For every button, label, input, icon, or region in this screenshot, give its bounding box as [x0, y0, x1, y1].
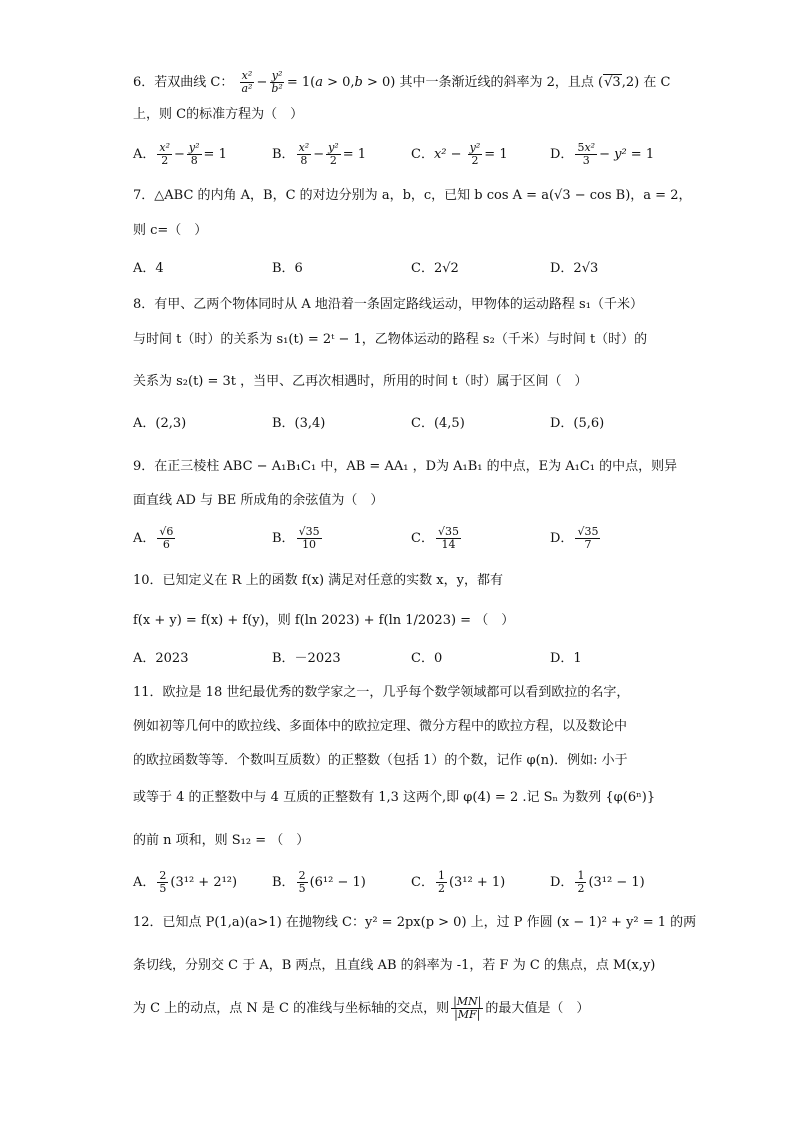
q6-line-1 [133, 70, 670, 95]
q10-option-d[interactable]: D．1 [550, 651, 582, 666]
q8-option-b[interactable]: B．(3,4) [272, 416, 326, 431]
q10-option-b[interactable]: B．－2023 [272, 651, 341, 666]
option-label: C． [411, 531, 434, 546]
q7-option-c[interactable]: C．2√2 [411, 261, 459, 276]
q8-line-1: 8．有甲、乙两个物体同时从 A 地沿着一条固定路线运动，甲物体的运动路程 s₁（千米） [133, 297, 643, 312]
q9-line-2: 面直线 AD 与 BE 所成角的余弦值为（ ） [133, 493, 384, 508]
q6-option-c[interactable]: C．x² − $\frac{\text{y²}}{2}$ = 1 [411, 141, 508, 167]
denominator: |MF| [454, 1008, 481, 1021]
numerator: √35 [577, 525, 599, 538]
q11-line-4: 或等于 4 的正整数中与 4 互质的正整数有 1,3 这两个,即 φ(4) = 2 .记 Sₙ 为数列 {φ(6ⁿ)} [133, 790, 656, 805]
denominator: 6 [162, 538, 170, 551]
q10-option-a[interactable]: A．2023 [133, 651, 189, 666]
q10-line-1: 10．已知定义在 R 上的函数 f(x) 满足对任意的实数 x，y，都有 [133, 573, 503, 588]
option-expression: (3¹² + 1) [448, 875, 506, 890]
option-label: A． [133, 875, 156, 890]
q11-line-5: 的前 n 项和，则 S₁₂ = （ ） [133, 833, 310, 848]
denominator: 5 [159, 882, 167, 895]
q11-line-3: 的欧拉函数等等．个数叫互质数）的正整数（包括 1）的个数，记作 φ(n)．例如: 小于 [133, 753, 628, 768]
q10-line-2: f(x + y) = f(x) + f(y)，则 f(ln 2023) + f(ln 1/2023) = （ ） [133, 613, 515, 628]
q11-option-c[interactable] [411, 870, 505, 895]
q11-option-b[interactable] [272, 870, 366, 895]
numerator: √35 [437, 525, 459, 538]
q8-line-2: 与时间 t（时）的关系为 s₁(t) = 2ᵗ − 1，乙物体运动的路程 s₂（千米）与时间 t（时）的 [133, 332, 648, 347]
numerator: |MN| [453, 995, 482, 1008]
q11-line-2: 例如初等几何中的欧拉线、多面体中的欧拉定理、微分方程中的欧拉方程，以及数论中 [133, 719, 628, 734]
denominator: 2 [437, 882, 445, 895]
denominator: 14 [441, 538, 456, 551]
numerator: 1 [577, 869, 585, 882]
option-label: B． [272, 875, 295, 890]
q9-option-d[interactable] [550, 526, 602, 551]
q12-line-2: 条切线，分别交 C 于 A，B 两点，且直线 AB 的斜率为 -1，若 F 为 C 的焦点，点 M(x,y) [133, 958, 656, 973]
q12-text-2: 的最大值是（ ） [485, 1001, 590, 1016]
q9-option-c[interactable] [411, 526, 463, 551]
q9-option-a[interactable] [133, 526, 177, 551]
denominator: 5 [298, 882, 306, 895]
numerator: √35 [298, 525, 320, 538]
option-expression: (3¹² − 1) [588, 875, 645, 890]
q11-option-a[interactable] [133, 870, 237, 895]
numerator: 1 [437, 869, 445, 882]
option-label: A． [133, 531, 156, 546]
q6-option-d[interactable]: D． $\frac{\text{5x²}}{3}$ − y² = 1 [550, 141, 655, 167]
option-expression: (3¹² + 2¹²) [170, 875, 238, 890]
q10-option-c[interactable]: C．0 [411, 651, 443, 666]
numerator: √6 [159, 525, 174, 538]
option-expression: (6¹² − 1) [309, 875, 366, 890]
q7-line-2: 则 c=（ ） [133, 223, 208, 238]
q8-option-c[interactable]: C．(4,5) [411, 416, 465, 431]
q12-line-1: 12．已知点 P(1,a)(a>1) 在抛物线 C：y² = 2px(p > 0) 上，过 P 作圆 (x − 1)² + y² = 1 的两 [133, 915, 697, 930]
option-label: B． [272, 531, 295, 546]
option-label: C． [411, 875, 434, 890]
option-label: D． [550, 531, 574, 546]
q8-option-d[interactable]: D．(5,6) [550, 416, 605, 431]
denominator: 2 [577, 882, 585, 895]
q6-option-b[interactable]: B． $\frac{\text{x²}}{8}$ − $\frac{\text{y²}}{2}$ = 1 [272, 141, 367, 167]
q6-point: (√3,2) [598, 75, 640, 90]
option-label: B． [272, 147, 295, 162]
q6-text-3: 在 C [643, 75, 671, 90]
q7-option-d[interactable]: D．2√3 [550, 261, 599, 276]
option-label: D． [550, 875, 574, 890]
numerator: 2 [298, 869, 306, 882]
q8-option-a[interactable]: A．(2,3) [133, 416, 187, 431]
q8-line-3: 关系为 s₂(t) = 3t ，当甲、乙再次相遇时，所用的时间 t（时）属于区间（ ） [133, 374, 588, 389]
option-label: D． [550, 147, 574, 162]
q7-option-a[interactable]: A．4 [133, 261, 164, 276]
q7-option-b[interactable]: B．6 [272, 261, 303, 276]
q9-option-b[interactable] [272, 526, 324, 551]
option-label: C． [411, 147, 434, 162]
q11-line-1: 11．欧拉是 18 世纪最优秀的数学家之一，几乎每个数学领域都可以看到欧拉的名字， [133, 685, 630, 700]
q12-text: 为 C 上的动点，点 N 是 C 的准线与坐标轴的交点，则 [133, 1001, 450, 1016]
q7-line-1: 7．△ABC 的内角 A，B，C 的对边分别为 a，b，c，已知 b cos A = a(√3 − cos B)，a = 2， [133, 188, 692, 203]
q11-option-d[interactable] [550, 870, 645, 895]
q12-line-3 [133, 996, 589, 1021]
denominator: 10 [302, 538, 317, 551]
q6-text-2: 其中一条渐近线的斜率为 2，且点 [399, 75, 594, 90]
q6-line-2: 上，则 C的标准方程为（ ） [133, 107, 304, 122]
q6-option-a[interactable]: A． $\frac{\text{x²}}{2}$ − $\frac{\text{y²}}{8}$ = 1 [133, 141, 227, 167]
option-label: A． [133, 147, 156, 162]
q6-text: 6．若双曲线 C： [133, 75, 234, 90]
numerator: 2 [159, 869, 167, 882]
q9-line-1: 9．在正三棱柱 ABC − A₁B₁C₁ 中，AB = AA₁ ，D为 A₁B₁ 的中点，E为 A₁C₁ 的中点，则异 [133, 459, 678, 474]
denominator: 7 [584, 538, 592, 551]
q6-equation: $\frac{\text{x²}}{\text{a²}}$ − $\frac{\text{y²}}{\text{b²}}$ = 1(a > 0,b > 0) [241, 69, 400, 95]
